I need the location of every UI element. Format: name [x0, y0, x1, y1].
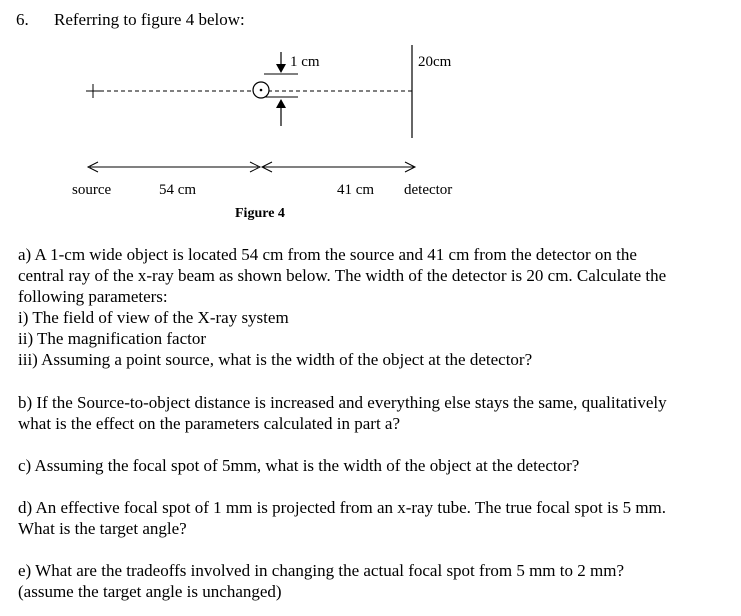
- part-d-line: What is the target angle?: [18, 519, 187, 538]
- part-a-line: following parameters:: [18, 287, 168, 306]
- part-a-line: a) A 1-cm wide object is located 54 cm from the source and 41 cm from the detector on the: [18, 245, 637, 264]
- part-e: [18, 560, 733, 602]
- object-width-label: 1 cm: [290, 54, 320, 70]
- part-a-item: i) The field of view of the X-ray system: [18, 308, 289, 327]
- part-d-line: d) An effective focal spot of 1 mm is projected from an x-ray tube. The true focal spot is 5 mm.: [18, 498, 667, 517]
- detector-label: detector: [404, 182, 453, 198]
- question-number: 6.: [16, 10, 29, 29]
- part-e-line: (assume the target angle is unchanged): [18, 582, 282, 601]
- figure-4-diagram: [0, 0, 741, 240]
- part-b-line: what is the effect on the parameters calculated in part a?: [18, 414, 401, 433]
- part-d: [18, 497, 733, 539]
- source-to-object-distance: 54 cm: [159, 182, 197, 198]
- object-center-dot: [260, 89, 263, 92]
- part-a-item: iii) Assuming a point source, what is the width of the object at the detector?: [18, 350, 533, 369]
- part-a: [18, 244, 733, 370]
- part-e-line: e) What are the tradeoffs involved in changing the actual focal spot from 5 mm to 2 mm?: [18, 561, 624, 580]
- figure-caption: Figure 4: [235, 206, 285, 221]
- object-to-detector-distance: 41 cm: [337, 182, 375, 198]
- detector-width-label: 20cm: [418, 54, 452, 70]
- width-arrow-up-head: [276, 99, 286, 108]
- part-b-line: b) If the Source-to-object distance is increased and everything else stays the same, qualitatively: [18, 393, 667, 412]
- part-a-line: central ray of the x-ray beam as shown below. The width of the detector is 20 cm. Calculate the: [18, 266, 667, 285]
- part-a-item: ii) The magnification factor: [18, 329, 207, 348]
- width-arrow-down-head: [276, 64, 286, 73]
- question-intro: Referring to figure 4 below:: [54, 10, 245, 29]
- part-b: [18, 392, 733, 434]
- part-c-line: c) Assuming the focal spot of 5mm, what is the width of the object at the detector?: [18, 456, 580, 475]
- part-c: [18, 455, 733, 476]
- source-label: source: [72, 182, 112, 198]
